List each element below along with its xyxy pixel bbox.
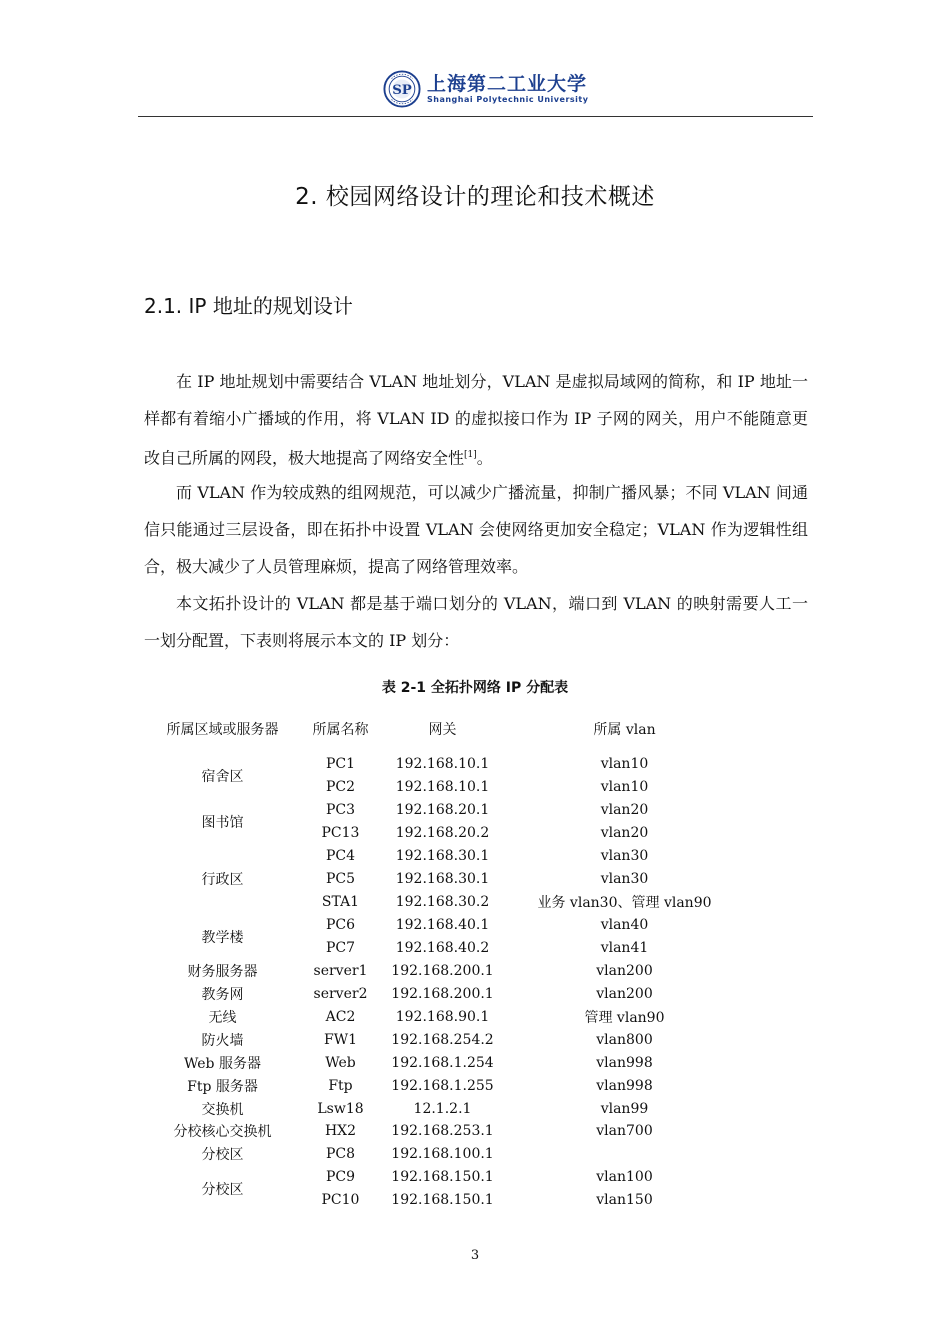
header-name — [299, 707, 382, 753]
cell-name: PC6 — [325, 917, 356, 934]
table-row — [146, 1120, 746, 1143]
paragraph-3: 本文拓扑设计的 VLAN 都是基于端口划分的 VLAN，端口到 VLAN 的映射需要人工一一划分配置，下表则将展示本文的 IP 划分： — [144, 594, 808, 650]
cell-name: PC5 — [325, 871, 356, 888]
cell-gateway: 192.168.200.1 — [391, 962, 494, 979]
university-logo — [383, 70, 588, 108]
cell-name: HX2 — [324, 1123, 357, 1140]
cell-gateway: 192.168.30.2 — [395, 894, 490, 911]
cell-vlan: vlan41 — [600, 939, 649, 956]
table-row — [146, 753, 746, 776]
table-row — [146, 1097, 746, 1120]
cell-area: 分校区 — [201, 1181, 244, 1198]
table-body — [146, 753, 746, 1212]
cell-vlan: vlan700 — [596, 1123, 653, 1140]
cell-gateway: 192.168.90.1 — [395, 1008, 490, 1025]
cell-area: 分校核心交换机 — [173, 1124, 272, 1141]
table-row — [146, 1005, 746, 1028]
header-vlan: 所属 vlan — [593, 721, 656, 738]
cell-gateway: 192.168.100.1 — [391, 1146, 494, 1163]
cell-area: 图书馆 — [201, 814, 244, 831]
cell-gateway: 192.168.200.1 — [391, 985, 494, 1002]
cell-vlan: vlan998 — [596, 1054, 653, 1071]
table-header-row — [146, 707, 746, 753]
cell-gateway: 192.168.1.254 — [391, 1054, 494, 1071]
paragraph-2: 而 VLAN 作为较成熟的组网规范，可以减少广播流量，抑制广播风暴；不同 VLAN 间通信只能通过三层设备，即在拓扑中设置 VLAN 会使网络更加安全稳定；VLAN 作为逻辑性组合，极大减少了人员管理麻烦，提高了网络管理效率。 — [144, 483, 808, 576]
cell-name: PC8 — [325, 1146, 356, 1163]
cell-vlan: vlan150 — [596, 1192, 653, 1209]
table-caption: 表 2-1 全拓扑网络 IP 分配表 — [381, 680, 569, 696]
logo-english-name: Shanghai Polytechnic University — [427, 95, 589, 104]
cell-area: 防火墙 — [201, 1032, 244, 1049]
paragraph-1 — [144, 363, 808, 476]
cell-name: PC4 — [325, 848, 356, 865]
table-row — [146, 914, 746, 937]
cell-name: PC9 — [325, 1169, 356, 1186]
svg-text:SP: SP — [392, 82, 412, 98]
cell-gateway: 192.168.40.2 — [395, 939, 490, 956]
cell-name: STA1 — [321, 894, 360, 911]
ip-allocation-table — [146, 707, 746, 1212]
cell-gateway: 192.168.150.1 — [391, 1192, 494, 1209]
table-row — [146, 1028, 746, 1051]
cell-name: AC2 — [325, 1008, 356, 1025]
cell-name: server2 — [313, 985, 368, 1002]
cell-name: Web — [325, 1054, 356, 1071]
cell-area: 财务服务器 — [187, 963, 258, 980]
cell-gateway: 192.168.1.255 — [391, 1077, 494, 1094]
section-title: 2.1. IP 地址的规划设计 — [144, 294, 353, 318]
table-row — [146, 799, 746, 822]
cell-gateway: 12.1.2.1 — [413, 1100, 472, 1117]
cell-gateway: 192.168.254.2 — [391, 1031, 494, 1048]
header-gateway: 网关 — [428, 721, 457, 738]
cell-vlan: vlan200 — [596, 962, 653, 979]
cell-gateway: 192.168.20.1 — [395, 802, 490, 819]
cell-area: 教学楼 — [201, 929, 244, 946]
cell-vlan: vlan20 — [600, 802, 649, 819]
cell-name: PC10 — [321, 1192, 360, 1209]
cell-vlan: 业务 vlan30、管理 vlan90 — [537, 895, 712, 912]
cell-name: PC1 — [325, 756, 356, 773]
cell-name: FW1 — [323, 1031, 357, 1048]
cell-area: 分校区 — [201, 1147, 244, 1164]
cell-gateway: 192.168.20.2 — [395, 825, 490, 842]
cell-gateway: 192.168.30.1 — [395, 848, 490, 865]
table-row — [146, 845, 746, 868]
cell-area: 行政区 — [201, 872, 244, 889]
paragraph-1-end: 。 — [476, 448, 493, 468]
table-row — [146, 1143, 746, 1166]
header-name-text: 所属名称 — [312, 721, 369, 738]
cell-vlan: vlan200 — [596, 985, 653, 1002]
cell-vlan: vlan10 — [600, 756, 649, 773]
page-number: 3 — [470, 1248, 480, 1263]
chapter-title: 2. 校园网络设计的理论和技术概述 — [295, 184, 655, 210]
table-row — [146, 1074, 746, 1097]
cell-name: PC2 — [325, 779, 356, 796]
cell-area: Web 服务器 — [184, 1055, 261, 1072]
cell-vlan: 管理 vlan90 — [584, 1009, 665, 1026]
cell-vlan: vlan998 — [596, 1077, 653, 1094]
cell-gateway: 192.168.40.1 — [395, 917, 490, 934]
cell-vlan: vlan10 — [600, 779, 649, 796]
cell-vlan: vlan20 — [600, 825, 649, 842]
cell-area: 宿舍区 — [201, 768, 244, 785]
table-row — [146, 1051, 746, 1074]
cell-gateway: 192.168.150.1 — [391, 1169, 494, 1186]
table-row — [146, 1166, 746, 1189]
cell-name: Ftp — [328, 1077, 353, 1094]
cell-vlan: vlan30 — [600, 848, 649, 865]
cell-vlan — [503, 1143, 746, 1166]
header-area: 所属区域或服务器 — [166, 721, 279, 738]
table-row — [146, 959, 746, 982]
cell-area: Ftp 服务器 — [187, 1078, 258, 1095]
table-row — [146, 982, 746, 1005]
cell-area: 交换机 — [201, 1101, 244, 1118]
cell-vlan: vlan40 — [600, 917, 649, 934]
cell-name: Lsw18 — [317, 1100, 364, 1117]
cell-vlan: vlan800 — [596, 1031, 653, 1048]
cell-name: PC13 — [321, 825, 360, 842]
university-seal-icon — [383, 70, 421, 108]
cell-gateway: 192.168.10.1 — [395, 756, 490, 773]
cell-vlan: vlan30 — [600, 871, 649, 888]
cell-vlan: vlan99 — [600, 1100, 649, 1117]
page-header — [138, 62, 813, 117]
cell-gateway: 192.168.30.1 — [395, 871, 490, 888]
citation-ref[interactable]: [1] — [464, 450, 477, 460]
cell-name: server1 — [313, 962, 368, 979]
cell-area: 教务网 — [201, 986, 244, 1003]
cell-name: PC3 — [325, 802, 356, 819]
cell-area: 无线 — [208, 1009, 237, 1026]
logo-chinese-name: 上海第二工业大学 — [427, 73, 588, 95]
paragraph-1-text: 在 IP 地址规划中需要结合 VLAN 地址划分，VLAN 是虚拟局域网的简称，和 IP 地址一样都有着缩小广播域的作用，将 VLAN ID 的虚拟接口作为 IP 子网的网关，用户不能随意更改自己所属的网段，极大地提高了网络安全性 — [144, 372, 808, 468]
cell-gateway: 192.168.10.1 — [395, 779, 490, 796]
cell-vlan: vlan100 — [596, 1169, 653, 1186]
cell-name: PC7 — [325, 939, 356, 956]
cell-gateway: 192.168.253.1 — [391, 1123, 494, 1140]
